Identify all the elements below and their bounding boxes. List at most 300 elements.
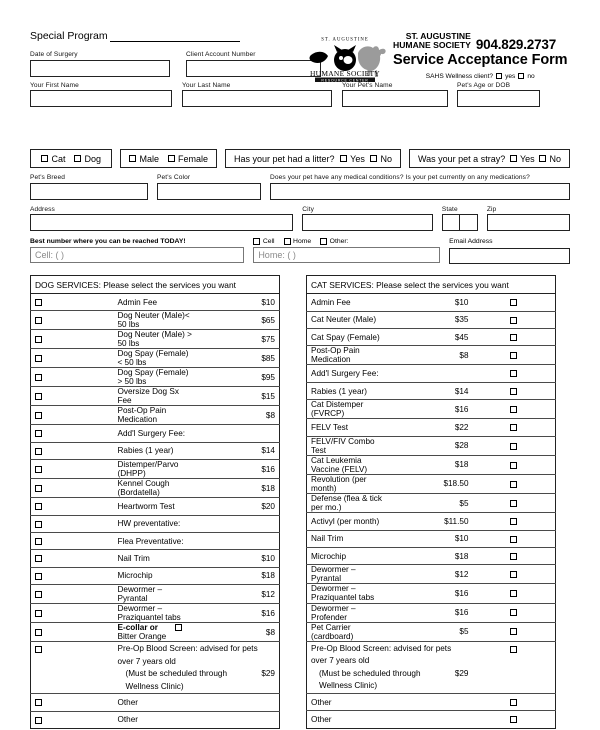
species-box <box>30 149 112 168</box>
service-label: Rabies (1 year) <box>307 382 390 399</box>
last-name-label: Your Last Name <box>182 81 231 89</box>
species-sex-strip <box>30 149 570 168</box>
service-checkbox[interactable] <box>510 590 517 597</box>
service-price: $10 <box>390 294 473 311</box>
first-name-field <box>30 82 172 108</box>
table-row[interactable] <box>307 328 556 345</box>
stray-no-label: No <box>549 153 561 164</box>
service-price: $16 <box>390 603 473 622</box>
special-program-label: Special Program <box>30 30 108 42</box>
last-name-field <box>182 82 332 108</box>
service-label: Microchip <box>114 567 197 584</box>
service-price <box>390 365 473 382</box>
service-label: Microchip <box>307 547 390 564</box>
dog-services-header: DOG SERVICES: Please select the services you want <box>31 276 280 294</box>
table-row[interactable] <box>31 330 280 349</box>
table-row[interactable] <box>307 711 556 729</box>
blood-screen-cell <box>114 642 280 694</box>
last-name-input[interactable] <box>182 90 332 107</box>
breed-color-medical-row <box>30 174 570 200</box>
service-price: $11.50 <box>390 513 473 530</box>
wellness-no-label: no <box>527 72 535 80</box>
service-label: Cat Spay (Female) <box>307 328 390 345</box>
service-checkbox[interactable] <box>35 336 42 343</box>
address-row <box>30 206 570 232</box>
service-label: Defense (flea & tick per mo.) <box>307 494 390 513</box>
service-checkbox[interactable] <box>510 699 517 706</box>
org-line-2: HUMANE SOCIETY <box>393 40 471 51</box>
cell-label: Cell <box>262 238 275 245</box>
service-label: FELV Test <box>307 419 390 436</box>
service-price: $16 <box>390 584 473 603</box>
svg-text:RESOURCE CENTER: RESOURCE CENTER <box>321 78 369 82</box>
table-row[interactable] <box>307 400 556 419</box>
service-price: $12 <box>390 565 473 584</box>
table-row[interactable] <box>307 584 556 603</box>
service-label: E-collar or <box>117 623 158 633</box>
service-checkbox[interactable] <box>35 430 42 437</box>
blood-screen-line-2: (Must be scheduled through Wellness Clinic) <box>319 668 421 691</box>
litter-yes-checkbox[interactable] <box>340 155 347 162</box>
service-checkbox[interactable] <box>510 571 517 578</box>
service-checkbox[interactable] <box>510 443 517 450</box>
home-option[interactable] <box>284 238 312 245</box>
cat-services-header-row <box>307 276 556 294</box>
service-checkbox[interactable] <box>510 424 517 431</box>
medical-conditions-input[interactable] <box>270 183 570 200</box>
state-input-char2[interactable] <box>460 214 478 231</box>
table-row[interactable] <box>307 474 556 493</box>
org-line-1: ST. AUGUSTINE <box>405 31 471 41</box>
other-checkbox[interactable] <box>320 238 327 245</box>
service-price: $65 <box>197 311 280 330</box>
service-label: Kennel Cough (Bordatella) <box>114 479 197 498</box>
table-row[interactable] <box>31 642 280 694</box>
service-checkbox[interactable] <box>510 388 517 395</box>
stray-yes-option[interactable] <box>510 154 535 164</box>
pet-color-input[interactable] <box>157 183 261 200</box>
service-price: $8 <box>197 623 280 642</box>
stray-box <box>409 149 570 168</box>
table-row[interactable] <box>31 550 280 567</box>
service-label: Other <box>307 711 390 729</box>
service-label: Nail Trim <box>307 530 390 547</box>
service-checkbox[interactable] <box>35 629 42 636</box>
litter-yes-option[interactable] <box>340 154 365 164</box>
home-phone-input[interactable]: Home: ( ) <box>253 247 440 263</box>
state-field <box>442 206 478 232</box>
table-row[interactable] <box>31 585 280 604</box>
dog-label: Dog <box>84 153 101 164</box>
service-checkbox[interactable] <box>35 393 42 400</box>
table-row[interactable] <box>31 349 280 368</box>
service-label: Flea Preventative: <box>114 532 197 549</box>
medical-conditions-label: Does your pet have any medical conditions? Is your pet currently on any medications? <box>270 174 530 181</box>
table-row[interactable] <box>307 419 556 436</box>
female-label: Female <box>177 153 208 164</box>
state-input-char1[interactable] <box>442 214 460 231</box>
male-label: Male <box>139 153 159 164</box>
service-label: Dewormer – Praziquantel tabs <box>114 604 197 623</box>
service-price: $35 <box>390 311 473 328</box>
cat-label: Cat <box>51 153 66 164</box>
female-checkbox[interactable] <box>168 155 175 162</box>
service-price <box>197 694 280 711</box>
address-field <box>30 206 293 232</box>
service-price: $18.50 <box>390 474 473 493</box>
service-checkbox[interactable] <box>35 591 42 598</box>
table-row[interactable] <box>307 547 556 564</box>
home-label: Home <box>293 238 312 245</box>
service-label: Admin Fee <box>307 294 390 311</box>
title-block <box>388 32 567 80</box>
service-checkbox[interactable] <box>510 628 517 635</box>
litter-question-label: Has your pet had a litter? <box>234 153 335 164</box>
service-price: $10 <box>197 294 280 311</box>
service-label: Add'l Surgery Fee: <box>114 425 197 442</box>
form-header <box>30 30 570 142</box>
service-price <box>197 711 280 728</box>
service-price: $10 <box>390 530 473 547</box>
service-price: $28 <box>390 436 473 455</box>
service-label: Dog Neuter (Male) > 50 lbs <box>114 330 197 349</box>
service-checkbox[interactable] <box>510 370 517 377</box>
email-label: Email Address <box>449 238 493 245</box>
service-price: $18 <box>197 567 280 584</box>
email-input[interactable] <box>449 248 570 264</box>
table-row[interactable] <box>307 436 556 455</box>
service-price: $18 <box>390 547 473 564</box>
org-name <box>393 32 471 51</box>
service-label: Dewormer – Pyrantal <box>114 585 197 604</box>
email-field-wrap <box>449 238 570 264</box>
service-checkbox[interactable] <box>510 500 517 507</box>
table-row[interactable] <box>31 406 280 425</box>
wellness-client-row <box>393 73 567 80</box>
service-checkbox[interactable] <box>35 503 42 510</box>
service-checkbox[interactable] <box>510 352 517 359</box>
service-price: $16 <box>197 604 280 623</box>
blood-screen-price: $29 <box>261 669 275 679</box>
service-label: Oversize Dog Sx Fee <box>114 387 197 406</box>
male-checkbox[interactable] <box>129 155 136 162</box>
service-price: $14 <box>197 442 280 459</box>
blood-screen-line-1: Pre-Op Blood Screen: advised for pets over 7 years old <box>117 644 258 666</box>
service-label: Rabies (1 year) <box>114 442 197 459</box>
service-price <box>197 425 280 442</box>
service-price: $75 <box>197 330 280 349</box>
service-label: Distemper/Parvo (DHPP) <box>114 460 197 479</box>
service-checkbox[interactable] <box>510 646 517 653</box>
service-label: Dewormer – Profender <box>307 603 390 622</box>
pet-name-input[interactable] <box>342 90 448 107</box>
svg-text:HUMANE SOCIETY: HUMANE SOCIETY <box>310 69 380 78</box>
service-label: Add'l Surgery Fee: <box>307 365 390 382</box>
service-label: Dewormer – Pyrantal <box>307 565 390 584</box>
litter-no-label: No <box>380 153 392 164</box>
service-checkbox[interactable] <box>35 466 42 473</box>
table-row[interactable] <box>31 567 280 584</box>
branding-block <box>302 32 570 82</box>
service-price: $8 <box>390 346 473 365</box>
dog-services-header-row <box>31 276 280 294</box>
zip-input[interactable] <box>487 214 570 231</box>
pet-color-label: Pet's Color <box>157 174 191 181</box>
pet-breed-field <box>30 174 148 200</box>
service-checkbox[interactable] <box>35 699 42 706</box>
service-label: Cat Neuter (Male) <box>307 311 390 328</box>
ecollar-cell <box>114 623 197 642</box>
service-label: Admin Fee <box>114 294 197 311</box>
service-checkbox[interactable] <box>35 317 42 324</box>
service-price: $8 <box>197 406 280 425</box>
service-price: $18 <box>390 455 473 474</box>
table-row[interactable] <box>31 294 280 311</box>
other-label: Other: <box>329 238 349 245</box>
dog-services-table <box>30 275 280 729</box>
first-name-input[interactable] <box>30 90 172 107</box>
service-price <box>390 711 473 729</box>
wellness-yes-checkbox[interactable] <box>496 73 502 79</box>
pet-name-label: Your Pet's Name <box>342 81 393 89</box>
org-phone-row <box>393 32 567 51</box>
wellness-yes-label: yes <box>505 72 516 80</box>
service-label: Revolution (per month) <box>307 474 390 493</box>
service-checkbox[interactable] <box>510 462 517 469</box>
wellness-client-label: SAHS Wellness client? <box>425 72 494 80</box>
service-price: $16 <box>197 460 280 479</box>
service-label: Other <box>114 711 197 728</box>
table-row[interactable] <box>31 368 280 387</box>
service-checkbox[interactable] <box>35 610 42 617</box>
city-input[interactable] <box>302 214 433 231</box>
blood-screen-line-1: Pre-Op Blood Screen: advised for pets over 7 years old <box>311 643 452 666</box>
male-option[interactable] <box>129 154 159 164</box>
table-row[interactable] <box>307 455 556 474</box>
table-row[interactable] <box>307 365 556 382</box>
service-checkbox[interactable] <box>510 553 517 560</box>
pet-age-dob-label: Pet's Age or DOB <box>457 81 511 89</box>
service-price: $5 <box>390 494 473 513</box>
date-of-surgery-label: Date of Surgery <box>30 51 78 58</box>
service-label: Dog Spay (Female) < 50 lbs <box>114 349 197 368</box>
service-label: Post-Op Pain Medication <box>307 346 390 365</box>
city-field <box>302 206 433 232</box>
table-row[interactable] <box>31 425 280 442</box>
service-checkbox[interactable] <box>35 412 42 419</box>
table-row[interactable] <box>307 346 556 365</box>
table-row[interactable] <box>307 641 556 693</box>
stray-no-checkbox[interactable] <box>539 155 546 162</box>
litter-box <box>225 149 401 168</box>
table-row[interactable] <box>307 311 556 328</box>
table-row[interactable] <box>31 515 280 532</box>
service-price: $16 <box>390 400 473 419</box>
blood-screen-cell <box>307 641 473 693</box>
service-price: $45 <box>390 328 473 345</box>
service-price: $5 <box>390 622 473 641</box>
service-checkbox[interactable] <box>35 448 42 455</box>
client-account-number-input[interactable] <box>186 60 321 77</box>
cat-services-header: CAT SERVICES: Please select the services you want <box>307 276 556 294</box>
home-phone-field <box>253 238 440 264</box>
stray-no-option[interactable] <box>539 154 561 164</box>
service-checkbox[interactable] <box>35 374 42 381</box>
service-price <box>390 693 473 710</box>
pet-name-field <box>342 82 448 108</box>
sex-box <box>120 149 217 168</box>
table-row[interactable] <box>31 532 280 549</box>
service-checkbox[interactable] <box>35 646 42 653</box>
service-checkbox[interactable] <box>510 536 517 543</box>
table-row[interactable] <box>307 494 556 513</box>
svg-text:ST. AUGUSTINE: ST. AUGUSTINE <box>321 37 369 43</box>
table-row[interactable] <box>307 530 556 547</box>
service-checkbox[interactable] <box>35 521 42 528</box>
service-checkbox[interactable] <box>35 299 42 306</box>
table-row[interactable] <box>307 382 556 399</box>
best-number-field <box>30 238 244 264</box>
bitter-orange-checkbox[interactable] <box>175 624 182 631</box>
service-label: Activyl (per month) <box>307 513 390 530</box>
service-checkbox[interactable] <box>510 609 517 616</box>
pet-age-dob-input[interactable] <box>457 90 540 107</box>
service-price: $20 <box>197 498 280 515</box>
pet-age-dob-field <box>457 82 540 108</box>
services-section <box>30 275 570 729</box>
service-label: Other <box>307 693 390 710</box>
litter-yes-label: Yes <box>350 153 365 164</box>
service-label: Post-Op Pain Medication <box>114 406 197 425</box>
bitter-orange-label: Bitter Orange <box>117 632 167 642</box>
service-label: Dewormer – Praziquantel tabs <box>307 584 390 603</box>
service-checkbox[interactable] <box>510 406 517 413</box>
service-checkbox[interactable] <box>510 299 517 306</box>
service-price: $85 <box>197 349 280 368</box>
service-label: Nail Trim <box>114 550 197 567</box>
service-label: Dog Neuter (Male)< 50 lbs <box>114 311 197 330</box>
service-checkbox[interactable] <box>510 518 517 525</box>
pet-breed-input[interactable] <box>30 183 148 200</box>
zip-field <box>487 206 570 232</box>
home-checkbox[interactable] <box>284 238 291 245</box>
best-number-label: Best number where you can be reached TODAY! <box>30 238 186 245</box>
service-label: Cat Distemper (FVRCP) <box>307 400 390 419</box>
cat-option[interactable] <box>41 154 65 164</box>
dog-option[interactable] <box>74 154 101 164</box>
address-label: Address <box>30 205 55 213</box>
service-price: $15 <box>197 387 280 406</box>
table-row[interactable] <box>307 294 556 311</box>
service-checkbox[interactable] <box>35 555 42 562</box>
address-input[interactable] <box>30 214 293 231</box>
wellness-no-checkbox[interactable] <box>518 73 524 79</box>
client-account-number-label: Client Account Number <box>186 51 256 58</box>
phone-type-options <box>253 238 440 245</box>
cat-checkbox[interactable] <box>41 155 48 162</box>
service-checkbox[interactable] <box>35 355 42 362</box>
city-label: City <box>302 205 314 213</box>
table-row[interactable] <box>307 513 556 530</box>
table-row[interactable] <box>31 694 280 711</box>
blood-screen-line-2: (Must be scheduled through Wellness Clinic) <box>125 669 227 691</box>
stray-yes-checkbox[interactable] <box>510 155 517 162</box>
table-row[interactable] <box>31 498 280 515</box>
table-row[interactable] <box>307 693 556 710</box>
service-price: $10 <box>197 550 280 567</box>
zip-label: Zip <box>486 205 497 213</box>
contact-row <box>30 238 570 264</box>
service-price: $18 <box>197 479 280 498</box>
service-checkbox[interactable] <box>35 717 42 724</box>
client-account-number-field <box>186 51 321 77</box>
table-row[interactable] <box>31 387 280 406</box>
service-price: $95 <box>197 368 280 387</box>
service-price <box>197 532 280 549</box>
form-title: Service Acceptance Form <box>393 51 568 68</box>
pet-breed-label: Pet's Breed <box>30 174 65 181</box>
service-label: Dog Spay (Female) > 50 lbs <box>114 368 197 387</box>
cell-phone-input[interactable]: Cell: ( ) <box>30 247 244 263</box>
table-row[interactable] <box>31 311 280 330</box>
service-label: Cat Leukemia Vaccine (FELV) <box>307 455 390 474</box>
service-checkbox[interactable] <box>510 334 517 341</box>
stray-yes-label: Yes <box>520 153 535 164</box>
service-checkbox[interactable] <box>35 573 42 580</box>
table-row[interactable] <box>31 604 280 623</box>
service-checkbox[interactable] <box>510 481 517 488</box>
service-checkbox[interactable] <box>35 485 42 492</box>
service-checkbox[interactable] <box>35 538 42 545</box>
table-row[interactable] <box>31 460 280 479</box>
blood-screen-price: $29 <box>454 668 469 678</box>
service-price: $22 <box>390 419 473 436</box>
service-checkbox[interactable] <box>510 716 517 723</box>
table-row[interactable] <box>31 442 280 459</box>
table-row[interactable] <box>307 622 556 641</box>
litter-no-option[interactable] <box>370 154 392 164</box>
female-option[interactable] <box>168 154 208 164</box>
date-of-surgery-field <box>30 51 170 77</box>
table-row[interactable] <box>31 623 280 642</box>
table-row[interactable] <box>31 711 280 728</box>
date-of-surgery-input[interactable] <box>30 60 170 77</box>
service-label: Heartworm Test <box>114 498 197 515</box>
service-label: Pet Carrier (cardboard) <box>307 622 390 641</box>
cat-services-table <box>306 275 556 729</box>
special-program-input[interactable] <box>110 30 240 42</box>
service-price: $14 <box>390 382 473 399</box>
state-label: State <box>441 205 458 213</box>
cell-option[interactable] <box>253 238 274 245</box>
dog-checkbox[interactable] <box>74 155 81 162</box>
service-label: FELV/FIV Combo Test <box>307 436 390 455</box>
humane-society-logo <box>302 32 388 82</box>
table-row[interactable] <box>31 479 280 498</box>
other-option[interactable] <box>320 238 348 245</box>
service-label: Other <box>114 694 197 711</box>
litter-no-checkbox[interactable] <box>370 155 377 162</box>
table-row[interactable] <box>307 565 556 584</box>
table-row[interactable] <box>307 603 556 622</box>
pet-color-field <box>157 174 261 200</box>
first-name-label: Your First Name <box>30 81 79 89</box>
service-price <box>197 515 280 532</box>
phone-number: 904.829.2737 <box>475 36 557 52</box>
cell-checkbox[interactable] <box>253 238 260 245</box>
medical-conditions-field <box>270 174 570 200</box>
service-checkbox[interactable] <box>510 317 517 324</box>
